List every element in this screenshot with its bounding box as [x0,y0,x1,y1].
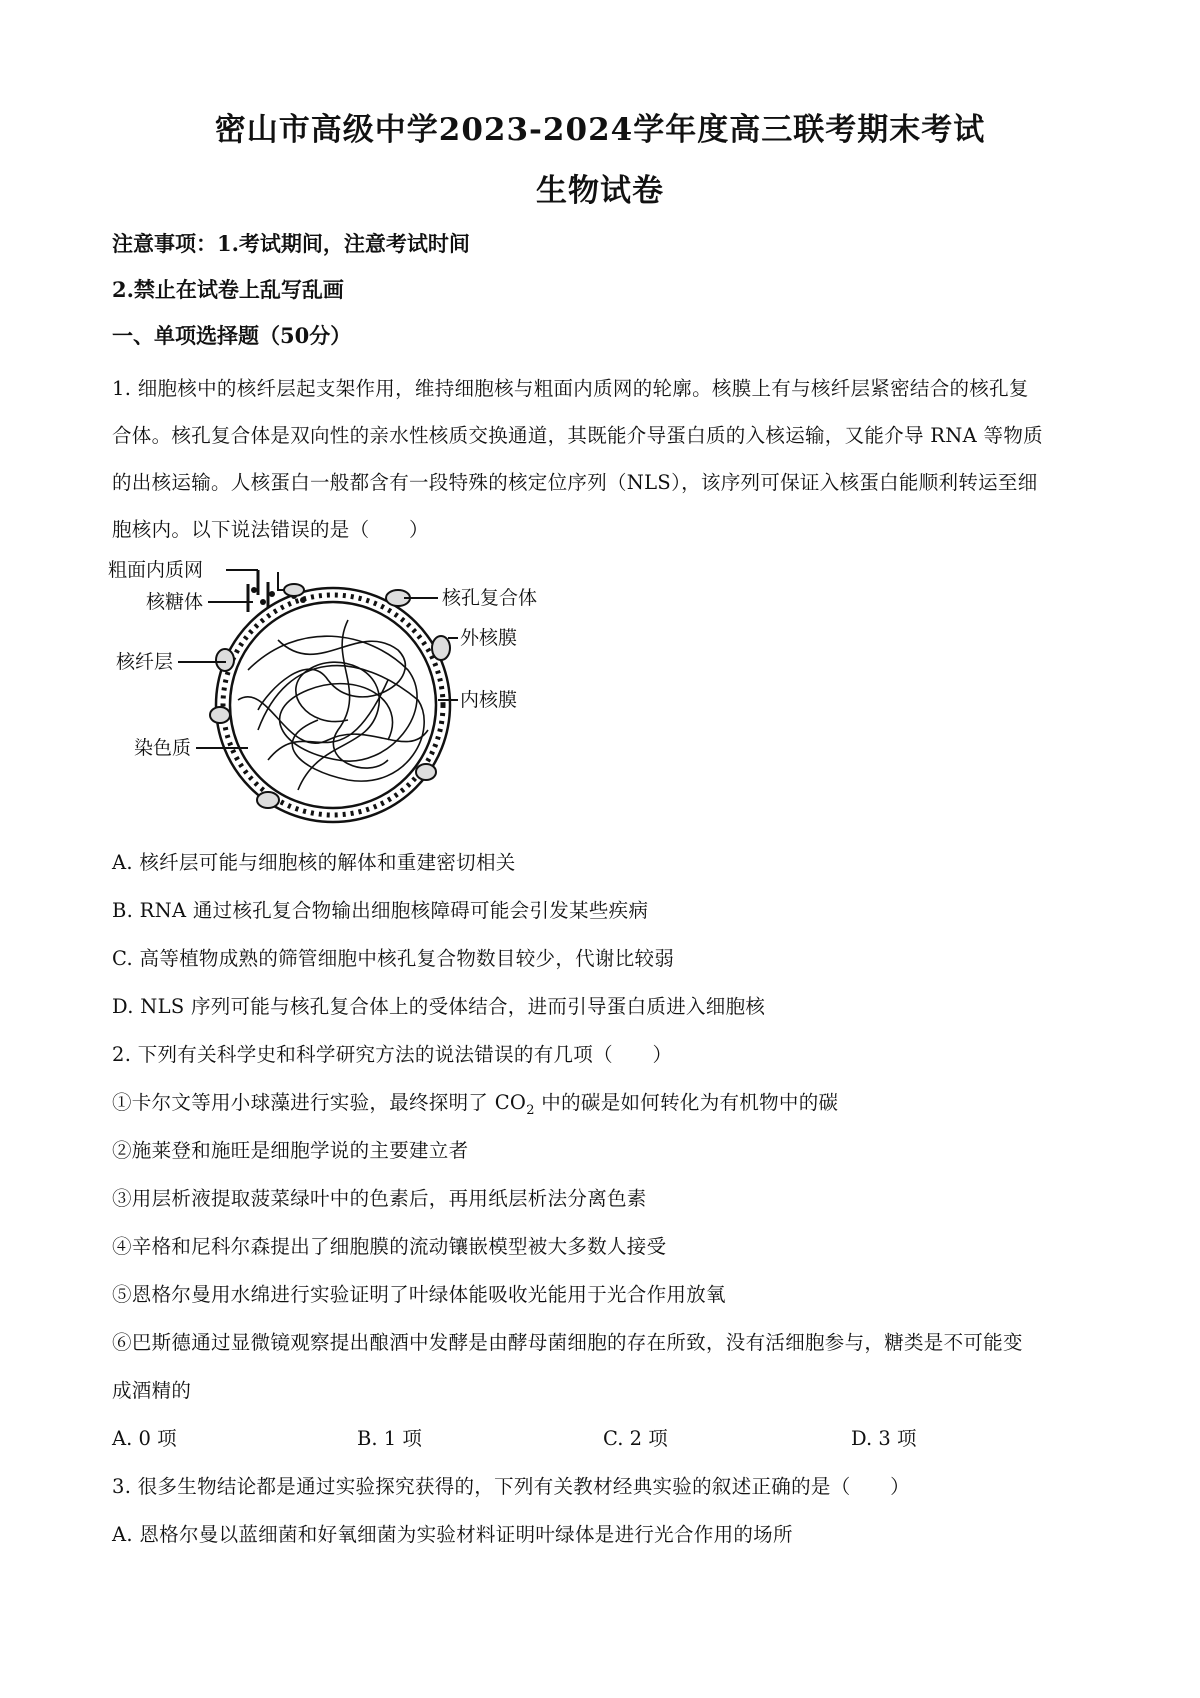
label-inner-membrane: 内核膜 [460,689,518,711]
label-rough-er: 粗面内质网 [108,560,204,581]
q2-option-d: D. 3 项 [851,1427,917,1450]
q1-option-d: D. NLS 序列可能与核孔复合体上的受体结合，进而引导蛋白质进入细胞核 [112,995,766,1018]
q2-item-6-cont: 成酒精的 [112,1379,192,1402]
q2-item-1: ①卡尔文等用小球藻进行实验，最终探明了 $CO_2$ 中的碳是如何转化为有机物中的碳 [112,1091,839,1118]
outer-membrane [216,588,450,822]
page-title: 密山市高级中学2023-2024学年度高三联考期末考试 [214,112,986,148]
q3-stem: 3. 很多生物结论都是通过实验探究获得的，下列有关教材经典实验的叙述正确的是（ ） [112,1475,910,1498]
q1-stem-line: 的出核运输。人核蛋白一般都含有一段特殊的核定位序列（NLS），该序列可保证入核蛋白能顺利转运至细 [112,471,1038,494]
q1-option-b: B. RNA 通过核孔复合物输出细胞核障碍可能会引发某些疾病 [112,899,649,922]
label-pore-complex: 核孔复合体 [442,587,538,609]
q1-option-a: A. 核纤层可能与细胞核的解体和重建密切相关 [112,851,516,874]
chromatin-fibers [238,620,428,790]
q1-option-c: C. 高等植物成熟的筛管细胞中核孔复合物数目较少，代谢比较弱 [112,947,675,970]
page-subtitle: 生物试卷 [536,173,664,209]
label-outer-membrane: 外核膜 [460,627,518,649]
q2-item-2: ②施莱登和施旺是细胞学说的主要建立者 [112,1139,469,1162]
q2-stem: 2. 下列有关科学史和科学研究方法的说法错误的有几项（ ） [112,1043,673,1066]
notes-line-2: 2.禁止在试卷上乱写乱画 [112,277,344,302]
q1-stem-line: 合体。核孔复合体是双向性的亲水性核质交换通道，其既能介导蛋白质的入核运输，又能介导 RNA 等物质 [112,424,1043,447]
notes-line-1: 注意事项：1.考试期间，注意考试时间 [112,231,470,256]
q2-option-c: C. 2 项 [603,1427,668,1450]
q2-item-6: ⑥巴斯德通过显微镜观察提出酿酒中发酵是由酵母菌细胞的存在所致，没有活细胞参与，糖类是不可能变 [112,1331,1023,1354]
q2-item-5: ⑤恩格尔曼用水绵进行实验证明了叶绿体能吸收光能用于光合作用放氧 [112,1283,726,1306]
q2-item-4: ④辛格和尼科尔森提出了细胞膜的流动镶嵌模型被大多数人接受 [112,1235,667,1258]
label-ribosome: 核糖体 [146,591,204,613]
q2-item-3: ③用层析液提取菠菜绿叶中的色素后，再用纸层析法分离色素 [112,1187,647,1210]
section-heading: 一、单项选择题（50分） [112,323,352,348]
q2-option-b: B. 1 项 [357,1427,422,1450]
q1-stem-line: 1. 细胞核中的核纤层起支架作用，维持细胞核与粗面内质网的轮廓。核膜上有与核纤层紧密结合的核孔复 [112,377,1029,400]
q1-stem-line: 胞核内。以下说法错误的是（ ） [112,518,429,541]
q2-option-a: A. 0 项 [112,1427,177,1450]
nucleus-diagram [108,560,548,830]
q3-option-a: A. 恩格尔曼以蓝细菌和好氧细菌为实验材料证明叶绿体是进行光合作用的场所 [112,1523,793,1546]
label-lamina: 核纤层 [116,651,174,673]
label-chromatin: 染色质 [134,737,192,759]
